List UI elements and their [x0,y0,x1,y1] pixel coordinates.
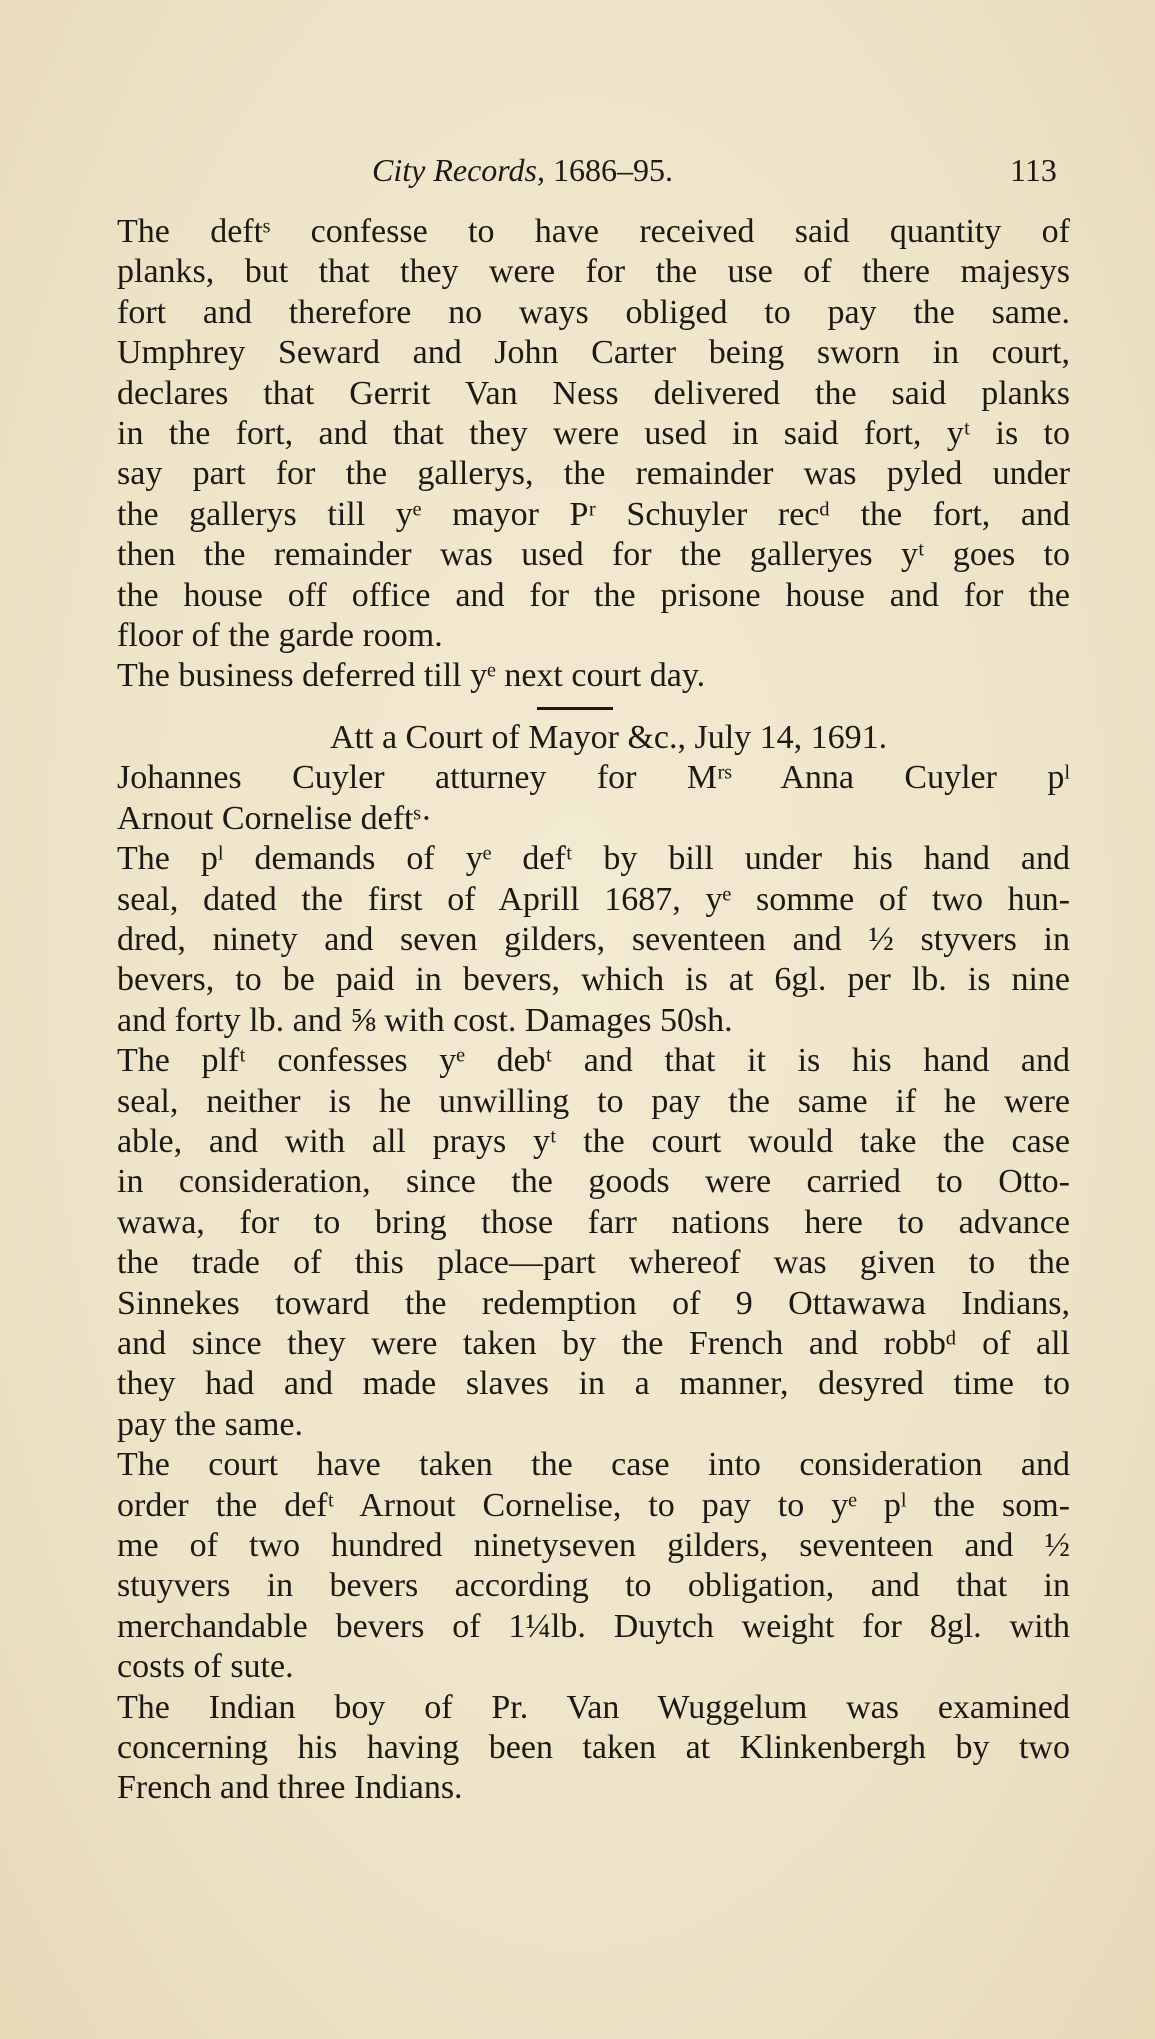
text-line: seal, dated the first of Aprill 1687, yᵉ somme of two hun- [117,880,1070,918]
text-line: seal, neither is he unwilling to pay the same if he were [117,1082,1070,1120]
text-line: The court have taken the case into consideration and [117,1446,1070,1484]
text-line: stuyvers in bevers according to obligation, and that in [117,1567,1070,1605]
text-line: bevers, to be paid in bevers, which is at 6gl. per lb. is nine [117,961,1070,999]
text-line: they had and made slaves in a manner, desyred time to [117,1365,1070,1403]
running-title [372,152,673,189]
text-line: in consideration, since the goods were carried to Otto- [117,1163,1070,1201]
text-line: pay the same. [117,1405,303,1443]
text-line: floor of the garde room. [117,617,443,655]
text-line: Umphrey Seward and John Carter being sworn in court, [117,334,1070,372]
section-divider-rule [537,707,613,710]
text-line: say part for the gallerys, the remainder was pyled under [117,455,1070,493]
text-line: in the fort, and that they were used in said fort, yᵗ is to [117,415,1070,453]
text-block-2 [80,758,1070,1809]
page-number: 113 [1010,152,1057,188]
paragraph [80,1445,1070,1687]
paragraph [80,758,1070,839]
text-line: and since they were taken by the French and robbᵈ of all [117,1324,1070,1362]
paragraph [80,1041,1070,1445]
running-title-italic: City Records, [372,152,545,188]
text-line: costs of sute. [117,1648,294,1686]
paragraph [80,1688,1070,1809]
text-block-1 [80,212,1070,697]
running-title-years: 1686–95. [553,152,673,188]
text-line: concerning his having been taken at Klinkenbergh by two [117,1729,1070,1767]
paragraph [80,212,1070,656]
text-line: The business deferred till yᵉ next court day. [117,657,706,695]
text-line: order the defᵗ Arnout Cornelise, to pay to yᵉ pˡ the som- [117,1486,1070,1524]
text-line: Johannes Cuyler atturney for Mʳˢ Anna Cuyler pˡ [117,759,1070,797]
text-line: declares that Gerrit Van Ness delivered the said planks [117,374,1070,412]
text-line: then the remainder was used for the galleryes yᵗ goes to [117,536,1070,574]
text-line: able, and with all prays yᵗ the court would take the case [117,1122,1070,1160]
text-line: fort and therefore no ways obliged to pay the same. [117,293,1070,331]
text-line: Sinnekes toward the redemption of 9 Ottawawa Indians, [117,1284,1070,1322]
text-line: the gallerys till yᵉ mayor Pʳ Schuyler recᵈ the fort, and [117,495,1070,533]
text-line: me of two hundred ninetyseven gilders, seventeen and ½ [117,1527,1070,1564]
text-line: French and three Indians. [117,1769,463,1807]
text-line: the trade of this place—part whereof was given to the [117,1244,1070,1282]
page-body [80,212,1070,1809]
text-line: The Indian boy of Pr. Van Wuggelum was examined [117,1688,1070,1726]
paragraph [80,656,1070,696]
text-line: The plfᵗ confesses yᵉ debᵗ and that it is his hand and [117,1042,1070,1080]
court-session-heading: Att a Court of Mayor &c., July 14, 1691. [330,718,888,756]
page-header [0,152,1155,198]
text-line: Arnout Cornelise deftˢ· [117,799,433,837]
text-line: merchandable bevers of 1¼lb. Duytch weight for 8gl. with [117,1607,1070,1645]
text-line: planks, but that they were for the use of there majesys [117,253,1070,291]
paragraph [80,839,1070,1041]
text-line: the house off office and for the prisone house and for the [117,576,1070,614]
text-line: dred, ninety and seven gilders, seventeen and ½ styvers in [117,920,1070,958]
text-line: The deftˢ confesse to have received said quantity of [117,213,1070,250]
text-line: wawa, for to bring those farr nations here to advance [117,1203,1070,1241]
text-line: The pˡ demands of yᵉ defᵗ by bill under his hand and [117,840,1070,878]
text-line: and forty lb. and ⅝ with cost. Damages 50sh. [117,1001,733,1039]
